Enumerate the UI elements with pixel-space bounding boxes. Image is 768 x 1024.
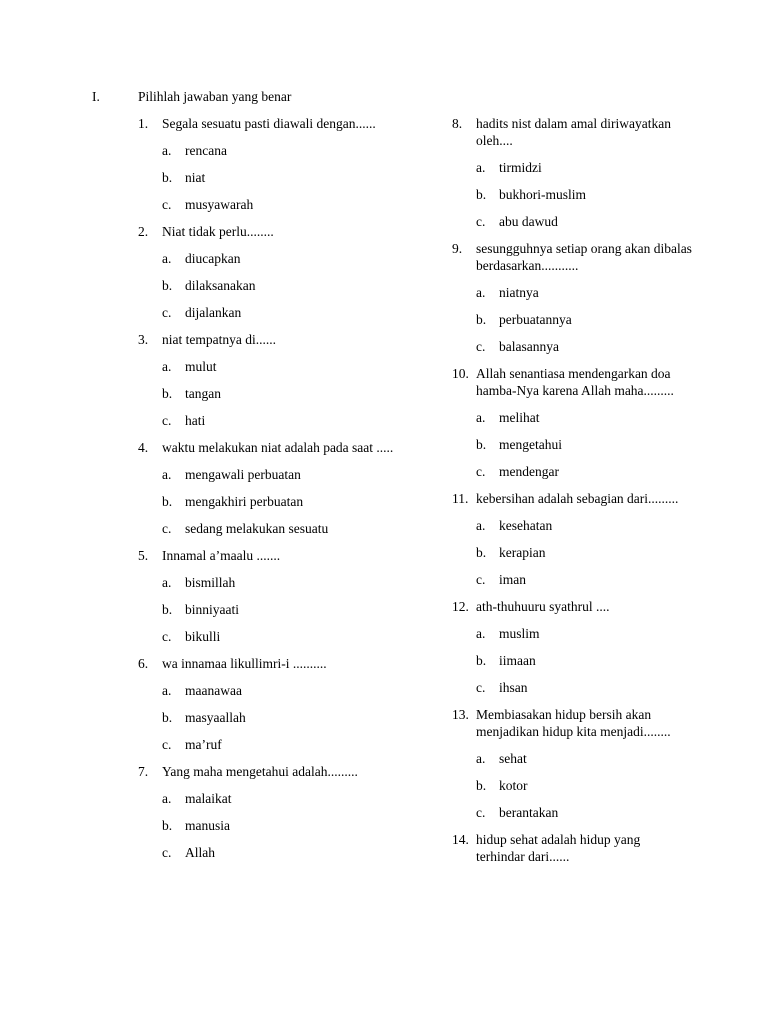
option-text: ihsan (499, 680, 528, 695)
option-text: musyawarah (185, 197, 254, 212)
answer-option (452, 284, 692, 301)
option-letter: b. (476, 437, 487, 452)
answer-option (138, 520, 438, 537)
question-text: Membiasakan hidup bersih akan menjadikan hidup kita menjadi........ (476, 707, 671, 739)
answer-option (452, 571, 692, 588)
option-text: malaikat (185, 791, 232, 806)
answer-option (452, 463, 692, 480)
option-text: sehat (499, 751, 527, 766)
option-letter: b. (162, 386, 173, 401)
question-number: 11. (452, 491, 469, 506)
option-text: mengawali perbuatan (185, 467, 301, 482)
option-letter: b. (162, 278, 173, 293)
option-text: diucapkan (185, 251, 241, 266)
question-number: 6. (138, 656, 149, 671)
answer-option (138, 574, 438, 591)
answer-option (138, 304, 438, 321)
option-letter: c. (476, 214, 486, 229)
option-letter: b. (162, 710, 173, 725)
option-text: bismillah (185, 575, 236, 590)
question-text: Segala sesuatu pasti diawali dengan...... (162, 116, 376, 131)
option-text: iman (499, 572, 526, 587)
option-letter: b. (476, 778, 487, 793)
option-text: mengetahui (499, 437, 562, 452)
option-text: bukhori-muslim (499, 187, 586, 202)
question-text: Allah senantiasa mendengarkan doa hamba-Nya karena Allah maha......... (476, 366, 674, 398)
option-letter: c. (476, 805, 486, 820)
option-letter: b. (476, 187, 487, 202)
question-number: 14. (452, 832, 469, 847)
question-item (452, 240, 692, 274)
answer-option (138, 412, 438, 429)
option-letter: b. (162, 494, 173, 509)
question-item (452, 115, 692, 149)
answer-option (138, 493, 438, 510)
question-item (138, 439, 438, 456)
option-text: abu dawud (499, 214, 558, 229)
option-letter: c. (162, 845, 172, 860)
answer-option (138, 277, 438, 294)
option-letter: a. (162, 359, 172, 374)
question-item (138, 223, 438, 240)
option-letter: c. (162, 737, 172, 752)
answer-option (452, 338, 692, 355)
option-letter: a. (476, 518, 486, 533)
answer-option (452, 652, 692, 669)
option-letter: c. (476, 680, 486, 695)
question-text: Yang maha mengetahui adalah......... (162, 764, 358, 779)
option-letter: c. (162, 305, 172, 320)
option-letter: a. (162, 575, 172, 590)
option-letter: a. (162, 143, 172, 158)
option-letter: a. (476, 410, 486, 425)
question-number: 9. (452, 241, 463, 256)
option-letter: c. (162, 413, 172, 428)
option-letter: b. (162, 818, 173, 833)
answer-option (452, 679, 692, 696)
answer-option (138, 682, 438, 699)
option-text: kotor (499, 778, 528, 793)
option-letter: c. (476, 339, 486, 354)
question-text: Innamal a’maalu ....... (162, 548, 281, 563)
answer-option (452, 777, 692, 794)
question-text: waktu melakukan niat adalah pada saat ..... (162, 440, 394, 455)
question-item (452, 490, 692, 507)
answer-option (452, 311, 692, 328)
option-text: tirmidzi (499, 160, 542, 175)
option-letter: a. (162, 251, 172, 266)
option-text: iimaan (499, 653, 536, 668)
question-text: ath-thuhuuru syathrul .... (476, 599, 610, 614)
answer-option (452, 159, 692, 176)
question-number: 12. (452, 599, 469, 614)
option-text: bikulli (185, 629, 221, 644)
answer-option (138, 358, 438, 375)
answer-option (138, 817, 438, 834)
option-letter: b. (476, 312, 487, 327)
option-text: mendengar (499, 464, 559, 479)
question-item (452, 706, 692, 740)
option-text: niat (185, 170, 206, 185)
question-number: 13. (452, 707, 469, 722)
answer-option (138, 250, 438, 267)
option-text: binniyaati (185, 602, 239, 617)
question-item (138, 763, 438, 780)
answer-option (138, 385, 438, 402)
answer-option (138, 601, 438, 618)
answer-option (138, 142, 438, 159)
option-letter: b. (476, 545, 487, 560)
option-text: berantakan (499, 805, 559, 820)
option-text: kesehatan (499, 518, 553, 533)
question-text: sesungguhnya setiap orang akan dibalas berdasarkan........... (476, 241, 692, 273)
question-text: niat tempatnya di...... (162, 332, 276, 347)
question-number: 3. (138, 332, 149, 347)
section-title: Pilihlah jawaban yang benar (138, 89, 292, 104)
question-item (452, 598, 692, 615)
answer-option (452, 409, 692, 426)
option-letter: a. (476, 160, 486, 175)
section-number: I. (92, 89, 100, 104)
option-letter: a. (162, 467, 172, 482)
option-text: dijalankan (185, 305, 242, 320)
answer-option (138, 169, 438, 186)
option-text: balasannya (499, 339, 559, 354)
question-item (138, 655, 438, 672)
option-letter: c. (162, 197, 172, 212)
answer-option (452, 186, 692, 203)
question-item (452, 365, 692, 399)
question-item (138, 331, 438, 348)
option-letter: c. (162, 521, 172, 536)
option-text: mulut (185, 359, 217, 374)
option-text: manusia (185, 818, 230, 833)
option-text: niatnya (499, 285, 539, 300)
question-number: 1. (138, 116, 149, 131)
option-letter: b. (162, 602, 173, 617)
option-letter: c. (476, 464, 486, 479)
option-text: hati (185, 413, 206, 428)
question-number: 8. (452, 116, 463, 131)
answer-option (452, 436, 692, 453)
option-text: Allah (185, 845, 215, 860)
question-text: hadits nist dalam amal diriwayatkan oleh.... (476, 116, 671, 148)
answer-option (138, 844, 438, 861)
answer-option (452, 750, 692, 767)
answer-option (452, 517, 692, 534)
answer-option (138, 709, 438, 726)
answer-option (138, 196, 438, 213)
option-letter: b. (476, 653, 487, 668)
option-text: perbuatannya (499, 312, 572, 327)
question-text: wa innamaa likullimri-i .......... (162, 656, 327, 671)
answer-option (452, 213, 692, 230)
answer-option (138, 628, 438, 645)
option-letter: a. (476, 626, 486, 641)
left-question-column (138, 115, 438, 871)
answer-option (452, 544, 692, 561)
answer-option (452, 625, 692, 642)
option-text: maanawaa (185, 683, 242, 698)
option-text: sedang melakukan sesuatu (185, 521, 329, 536)
option-text: tangan (185, 386, 221, 401)
question-text: hidup sehat adalah hidup yang terhindar dari...... (476, 832, 641, 864)
option-text: dilaksanakan (185, 278, 256, 293)
question-number: 7. (138, 764, 149, 779)
question-item (138, 547, 438, 564)
question-item (138, 115, 438, 132)
right-question-column (452, 115, 692, 875)
option-text: melihat (499, 410, 540, 425)
answer-option (138, 466, 438, 483)
option-letter: a. (476, 285, 486, 300)
option-letter: c. (162, 629, 172, 644)
answer-option (138, 736, 438, 753)
question-text: Niat tidak perlu........ (162, 224, 274, 239)
option-letter: b. (162, 170, 173, 185)
question-number: 5. (138, 548, 149, 563)
question-item (452, 831, 692, 865)
option-text: mengakhiri perbuatan (185, 494, 304, 509)
option-text: ma’ruf (185, 737, 222, 752)
option-text: kerapian (499, 545, 546, 560)
option-letter: c. (476, 572, 486, 587)
option-letter: a. (476, 751, 486, 766)
question-number: 2. (138, 224, 149, 239)
question-number: 4. (138, 440, 149, 455)
question-number: 10. (452, 366, 469, 381)
answer-option (138, 790, 438, 807)
option-text: muslim (499, 626, 540, 641)
option-text: rencana (185, 143, 227, 158)
question-text: kebersihan adalah sebagian dari......... (476, 491, 679, 506)
option-text: masyaallah (185, 710, 246, 725)
option-letter: a. (162, 683, 172, 698)
option-letter: a. (162, 791, 172, 806)
answer-option (452, 804, 692, 821)
